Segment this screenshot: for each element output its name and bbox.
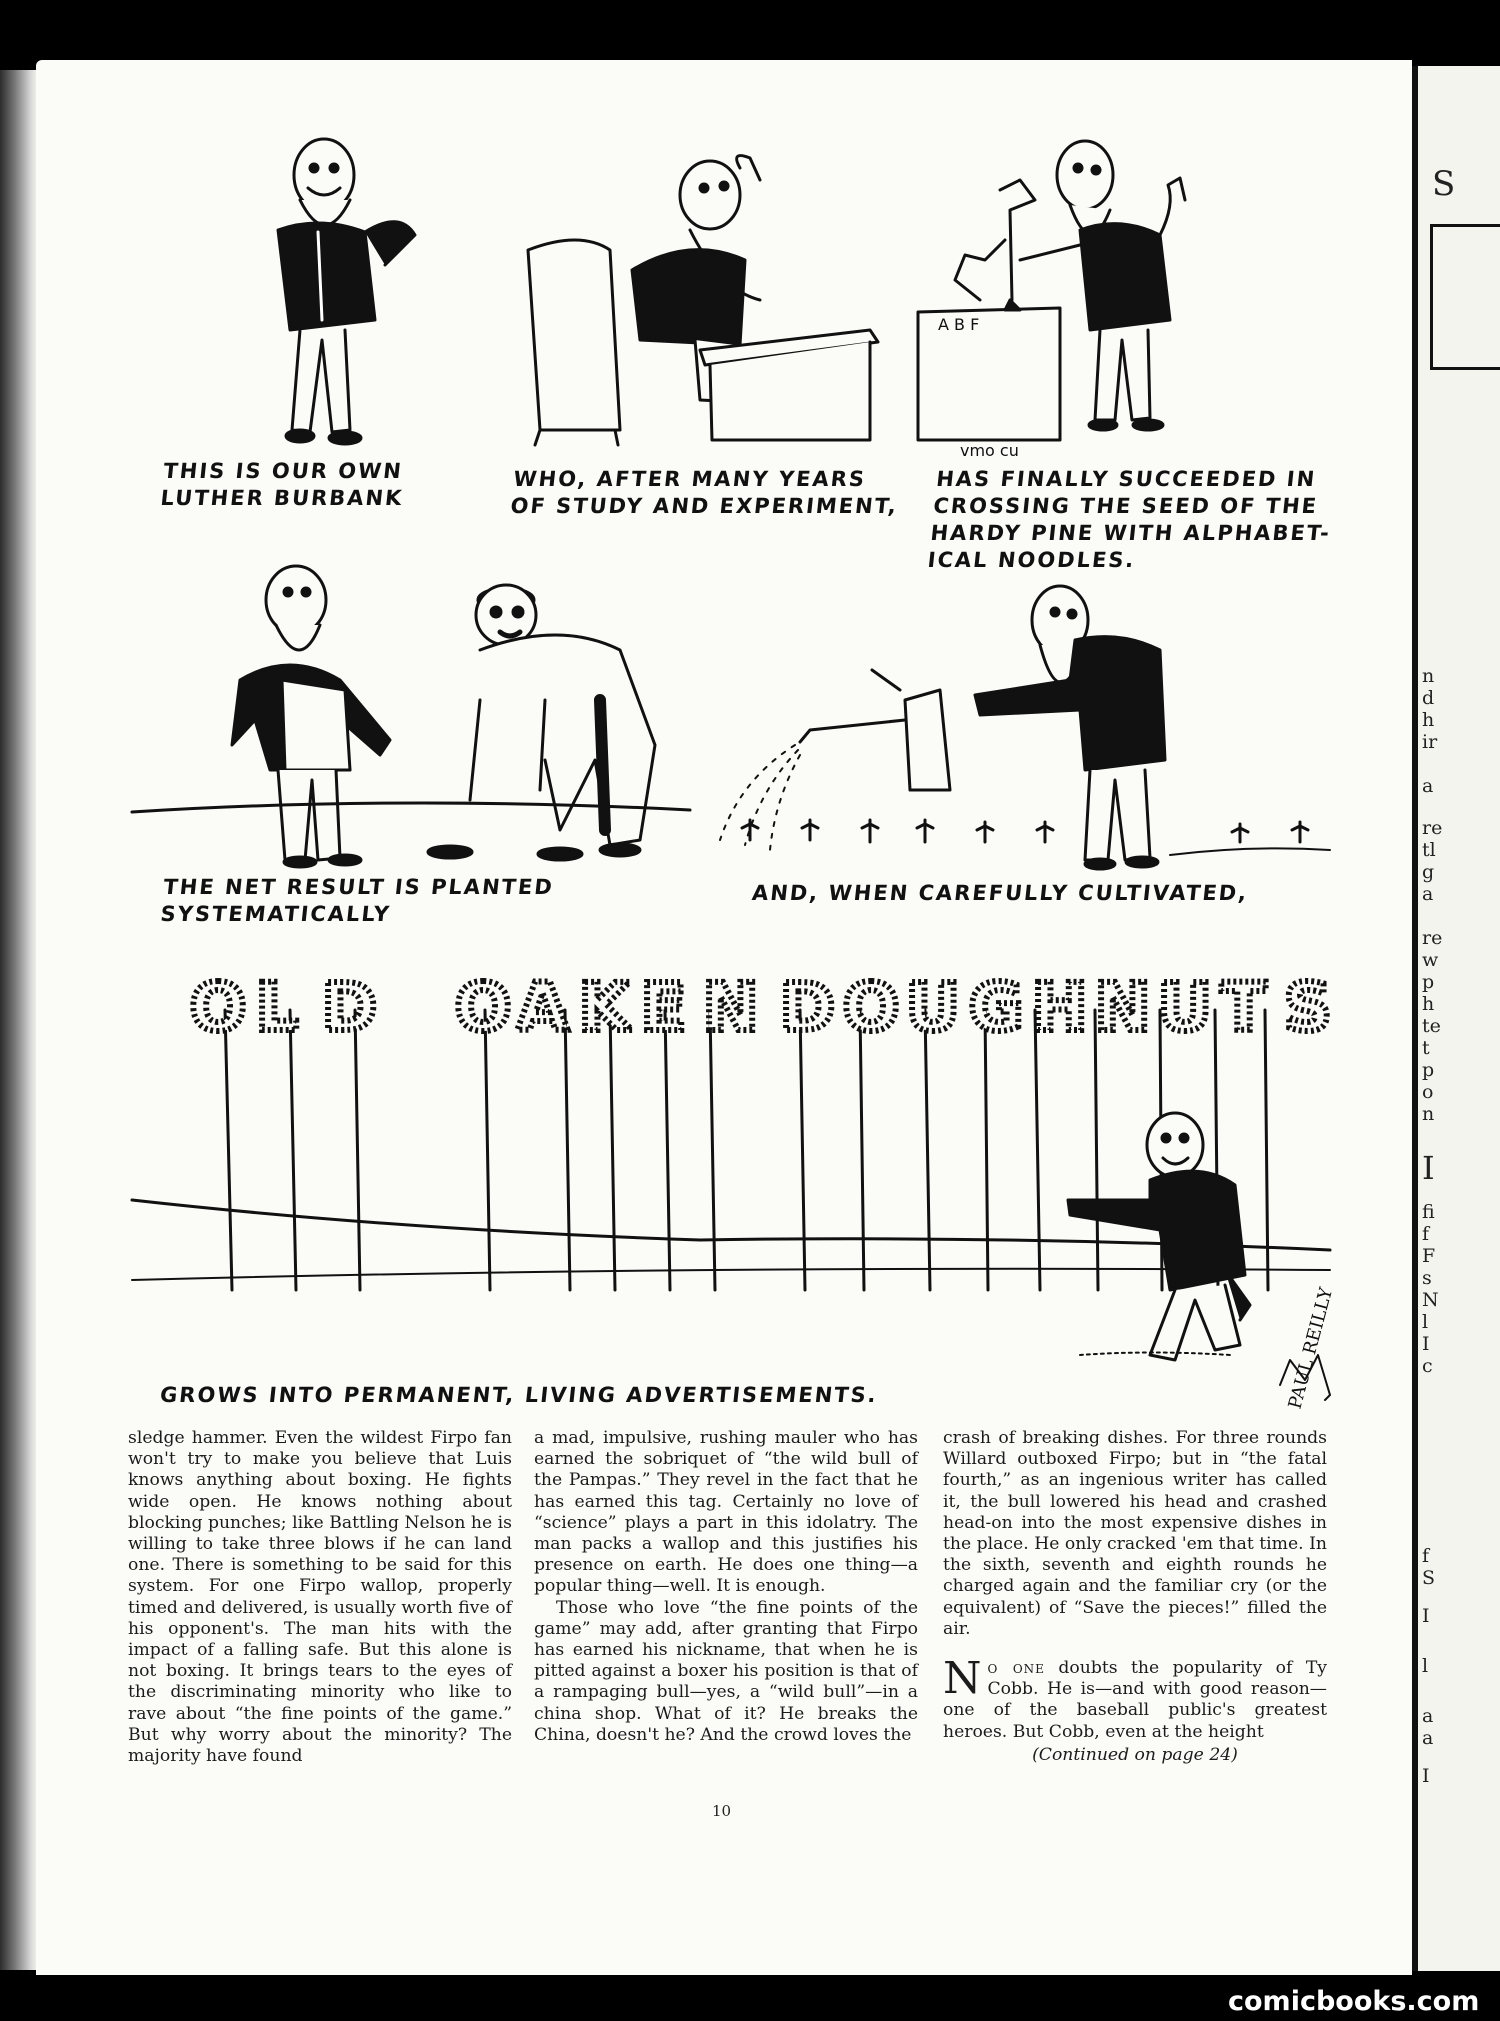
- facing-page-letter: S: [1432, 164, 1456, 204]
- facing-page-letter: I: [1422, 1149, 1435, 1187]
- facing-page-letter: I: [1422, 1605, 1430, 1627]
- drop-cap-letter: N: [943, 1653, 982, 1705]
- facing-page-letter: S: [1422, 1567, 1436, 1589]
- burbank-at-desk: [528, 156, 878, 445]
- tree-letter: U: [1158, 969, 1212, 1046]
- tree-letter: O: [190, 969, 247, 1046]
- facing-page-letter: p: [1422, 971, 1435, 993]
- tree-letter: N: [703, 969, 759, 1046]
- facing-page-letter: s: [1422, 1267, 1432, 1289]
- burbank-with-paper: [232, 566, 390, 867]
- facing-page-letter: p: [1422, 1059, 1435, 1081]
- facing-page-letter: ir: [1422, 731, 1438, 753]
- caption-panel-3: HAS FINALLY SUCCEEDED IN CROSSING THE SEED OF THE HARDY PINE WITH ALPHABET- ICAL NOODLES.: [926, 467, 1333, 572]
- facing-page-letter: N: [1422, 1289, 1439, 1311]
- facing-page-letter: d: [1422, 687, 1435, 709]
- continued-notice: (Continued on page 24): [1032, 1744, 1238, 1765]
- article-column-3: [943, 1428, 1327, 1766]
- facing-page-letter: te: [1422, 1015, 1441, 1037]
- caption-panel-5: AND, WHEN CAREFULLY CULTIVATED,: [750, 881, 1250, 905]
- facing-page-letter: c: [1422, 1355, 1433, 1377]
- caption-panel-1: THIS IS OUR OWN LUTHER BURBANK: [159, 459, 405, 510]
- tree-letter: S: [1284, 969, 1332, 1046]
- caption-panel-6: GROWS INTO PERMANENT, LIVING ADVERTISEMENTS.: [158, 1383, 879, 1407]
- article-paragraph: a mad, impulsive, rushing mauler who has earned the sobriquet of “the wild bull of the Pampas.” They revel in the fact that he has earned this tag. Certainly no love of “science” plays a part in this idolatry. The man packs a wallop and this justifies his presence on earth. He does one thing—a popular thing—well. It is enough.: [534, 1428, 918, 1597]
- tree-letter: H: [1032, 969, 1088, 1046]
- facing-page-letter: h: [1422, 993, 1435, 1015]
- tree-letter: G: [969, 969, 1024, 1046]
- caption-panel-4: THE NET RESULT IS PLANTED SYSTEMATICALLY: [159, 875, 556, 926]
- facing-page-letter: tl: [1422, 839, 1436, 861]
- tree-letter: U: [906, 969, 960, 1046]
- tree-trunks: [225, 1010, 1268, 1290]
- tree-letter-sign: [190, 969, 1332, 1046]
- facing-page-letter: re: [1422, 927, 1443, 949]
- water-spray: [720, 745, 800, 850]
- article-column-2: [534, 1428, 918, 1746]
- tree-letter: A: [517, 969, 569, 1046]
- facing-page-letter: re: [1422, 817, 1443, 839]
- facing-page-letter: n: [1422, 665, 1435, 687]
- facing-page-letter: h: [1422, 709, 1435, 731]
- burbank-figure-standing: [278, 139, 415, 444]
- tree-letter: E: [641, 969, 687, 1046]
- tree-letter: O: [455, 969, 512, 1046]
- burbank-crossing-seeds: [918, 141, 1185, 440]
- artist-signature: PAUL REILLY: [1284, 1285, 1338, 1412]
- tree-letter: K: [579, 969, 631, 1046]
- article-paragraph: crash of breaking dishes. For three rounds Willard outboxed Firpo; but in “the fatal fourth,” as an ingenious writer has called it, the bull lowered his head and crashed head-on into the most expensive dishes in the place. He only cracked 'em that time. In the sixth, seventh and eighth rounds he charged again and the familiar cry (or the equivalent) of “Save the pieces!” filled the air.: [943, 1428, 1327, 1639]
- caption-panel-2: WHO, AFTER MANY YEARS OF STUDY AND EXPERIMENT,: [509, 467, 900, 518]
- facing-page-letter: a: [1422, 775, 1434, 797]
- facing-page-letter: F: [1422, 1245, 1436, 1267]
- facing-page-letter: fi: [1422, 1201, 1435, 1223]
- sprouts: [742, 820, 1308, 842]
- facing-page-letter: w: [1422, 949, 1439, 971]
- tree-letter: L: [256, 969, 299, 1046]
- table-scraps: vmo cu: [960, 441, 1019, 460]
- facing-page-letter: a: [1422, 883, 1434, 905]
- facing-page-letter: a: [1422, 1727, 1434, 1749]
- facing-page-letter: a: [1422, 1705, 1434, 1727]
- facing-page-letter: f: [1422, 1223, 1430, 1245]
- page-number: 10: [712, 1802, 732, 1820]
- bench-letters: A B F: [938, 315, 980, 334]
- facing-page-letter: l: [1422, 1655, 1429, 1677]
- paragraph-text: doubts the popularity of Ty Cobb. He is—and with good reason—one of the baseball public's greatest heroes. But Cobb, even at the height: [943, 1658, 1327, 1742]
- tree-letter: D: [780, 969, 835, 1046]
- article-paragraph: sledge hammer. Even the wildest Firpo fan won't try to make you believe that Luis knows anything about boxing. He fights wide open. He knows nothing about blocking punches; like Battling Nelson he is willing to take three blows if he can land one. There is something to be said for this system. For one Firpo wallop, properly timed and delivered, is usually worth five of his opponent's. The man hits with the impact of a falling safe. But this alone is not boxing. It brings tears to the eyes of the discriminating minority who like to rave about “the fine points of the game.” But why worry about the minority? The majority have found: [128, 1428, 512, 1767]
- facing-page-letter: g: [1422, 861, 1435, 883]
- facing-page-letter: I: [1422, 1765, 1430, 1787]
- tree-letter: O: [843, 969, 900, 1046]
- article-paragraph-dropcap: [943, 1653, 1327, 1743]
- facing-page-letter: l: [1422, 1311, 1429, 1333]
- facing-page-letter: I: [1422, 1333, 1430, 1355]
- facing-page-letter: t: [1422, 1037, 1430, 1059]
- facing-page-letter: n: [1422, 1103, 1435, 1125]
- small-caps-lead: o one: [987, 1658, 1045, 1679]
- article-column-1: [128, 1428, 512, 1767]
- watermark-text: comicbooks.com: [1228, 1986, 1480, 2017]
- tree-letter: N: [1095, 969, 1151, 1046]
- tree-letter: T: [1221, 969, 1267, 1046]
- facing-page-letter: o: [1422, 1081, 1434, 1103]
- tree-letter: D: [322, 969, 377, 1046]
- facing-page-letter: f: [1422, 1545, 1430, 1567]
- article-paragraph: Those who love “the fine points of the game” may add, after granting that Firpo has earned his nickname, that when he is pitted against a boxer his position is that of a rampaging bull—yes, a “wild bull”—in a china shop. What of it? He breaks the China, doesn't he? And the crowd loves the: [534, 1597, 918, 1745]
